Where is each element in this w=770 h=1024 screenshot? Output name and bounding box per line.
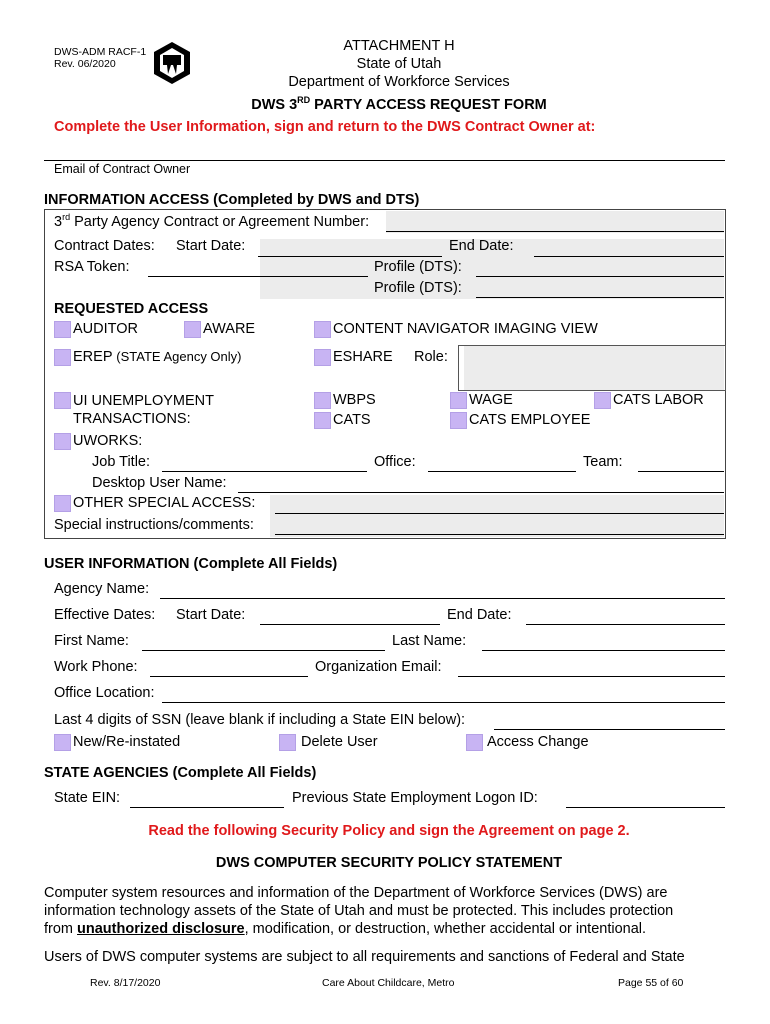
requested-access-heading: REQUESTED ACCESS (54, 301, 209, 317)
org-email-label: Organization Email: (315, 659, 442, 675)
team-label: Team: (583, 454, 623, 470)
delete-user-label: Delete User (301, 734, 378, 750)
work-phone-label: Work Phone: (54, 659, 138, 675)
email-owner-label: Email of Contract Owner (54, 162, 191, 176)
access-change-label: Access Change (487, 734, 589, 750)
cats-employee-label: CATS EMPLOYEE (469, 412, 591, 428)
state-label: State of Utah (356, 56, 442, 72)
security-notice: Read the following Security Policy and sign the Agreement on page 2. (148, 823, 630, 839)
wbps-label: WBPS (333, 392, 376, 408)
work-phone-field[interactable] (150, 660, 308, 677)
attachment-label: ATTACHMENT H (343, 38, 455, 54)
wage-checkbox[interactable] (450, 392, 467, 409)
user-end-date-field[interactable] (526, 608, 725, 625)
cats-labor-checkbox[interactable] (594, 392, 611, 409)
cats-label: CATS (333, 412, 371, 428)
department-label: Department of Workforce Services (288, 74, 510, 90)
contract-start-date-label: Start Date: (176, 238, 246, 254)
cats-labor-label: CATS LABOR (613, 392, 704, 408)
ssn-field[interactable] (494, 713, 725, 730)
contract-dates-label: Contract Dates: (54, 238, 155, 254)
profile-field-2[interactable] (476, 281, 724, 298)
state-ein-label: State EIN: (54, 790, 121, 806)
email-owner-line[interactable] (44, 160, 725, 161)
form-revision: Rev. 06/2020 (54, 58, 116, 70)
form-code: DWS-ADM RACF-1 (54, 46, 147, 58)
wbps-checkbox[interactable] (314, 392, 331, 409)
aware-label: AWARE (203, 321, 256, 337)
form-title: DWS 3RD PARTY ACCESS REQUEST FORM (251, 95, 547, 113)
state-ein-field[interactable] (130, 791, 284, 808)
info-access-heading: INFORMATION ACCESS (Completed by DWS and DTS) (44, 192, 420, 208)
ui-unemployment-checkbox[interactable] (54, 392, 71, 409)
org-email-field[interactable] (458, 660, 725, 677)
erep-label: EREP (STATE Agency Only) (73, 349, 242, 365)
contract-number-field[interactable] (386, 215, 724, 232)
uworks-checkbox[interactable] (54, 433, 71, 450)
rsa-token-field[interactable] (148, 260, 368, 277)
last-name-label: Last Name: (392, 633, 467, 649)
eshare-checkbox[interactable] (314, 349, 331, 366)
new-reinstated-checkbox[interactable] (54, 734, 71, 751)
policy-paragraph-1: Computer system resources and information of the Department of Workforce Services (DWS) are information technology assets of the State of Utah and must be protected. This includes protection from unauthorized disclosure, modification, or destruction, whether accidental or intentional. (44, 885, 674, 937)
cats-employee-checkbox[interactable] (450, 412, 467, 429)
eshare-label: ESHARE (333, 349, 393, 365)
other-special-label: OTHER SPECIAL ACCESS: (73, 495, 256, 511)
user-start-date-label: Start Date: (176, 607, 246, 623)
aware-checkbox[interactable] (184, 321, 201, 338)
policy-paragraph-2: Users of DWS computer systems are subject to all requirements and sanctions of Federal and State (44, 949, 685, 965)
policy-heading: DWS COMPUTER SECURITY POLICY STATEMENT (215, 855, 563, 871)
profile-label-2: Profile (DTS): (374, 280, 462, 296)
special-instructions-field[interactable] (275, 518, 724, 535)
office-label: Office: (374, 454, 416, 470)
wage-label: WAGE (469, 392, 513, 408)
last-name-field[interactable] (482, 634, 725, 651)
first-name-field[interactable] (142, 634, 385, 651)
footer-page: Page 55 of 60 (618, 977, 684, 989)
profile-label-1: Profile (DTS): (374, 259, 462, 275)
agency-name-label: Agency Name: (54, 581, 150, 597)
job-title-label: Job Title: (92, 454, 151, 470)
auditor-checkbox[interactable] (54, 321, 71, 338)
ssn-label: Last 4 digits of SSN (leave blank if including a State EIN below): (54, 712, 466, 728)
content-navigator-label: CONTENT NAVIGATOR IMAGING VIEW (333, 321, 598, 337)
office-location-field[interactable] (162, 686, 725, 703)
instruction-text: Complete the User Information, sign and return to the DWS Contract Owner at: (54, 119, 596, 135)
team-field[interactable] (638, 455, 724, 472)
footer-center: Care About Childcare, Metro (322, 977, 455, 989)
footer-revision: Rev. 8/17/2020 (90, 977, 161, 989)
effective-dates-label: Effective Dates: (54, 607, 156, 623)
profile-field-1[interactable] (476, 260, 724, 277)
access-change-checkbox[interactable] (466, 734, 483, 751)
desktop-user-label: Desktop User Name: (92, 475, 227, 491)
uworks-label: UWORKS: (73, 433, 143, 449)
role-label: Role: (414, 349, 448, 365)
contract-start-date-field[interactable] (258, 240, 442, 257)
other-special-checkbox[interactable] (54, 495, 71, 512)
user-start-date-field[interactable] (260, 608, 440, 625)
prev-logon-field[interactable] (566, 791, 725, 808)
state-agencies-heading: STATE AGENCIES (Complete All Fields) (44, 765, 317, 781)
other-special-field[interactable] (275, 497, 724, 514)
contract-number-label: 3rd Party Agency Contract or Agreement Number: (54, 212, 370, 230)
agency-name-field[interactable] (160, 582, 725, 599)
contract-end-date-label: End Date: (449, 238, 514, 254)
content-navigator-checkbox[interactable] (314, 321, 331, 338)
auditor-label: AUDITOR (73, 321, 138, 337)
special-instructions-label: Special instructions/comments: (54, 517, 254, 533)
first-name-label: First Name: (54, 633, 129, 649)
office-field[interactable] (428, 455, 576, 472)
erep-checkbox[interactable] (54, 349, 71, 366)
contract-end-date-field[interactable] (534, 240, 724, 257)
user-info-heading: USER INFORMATION (Complete All Fields) (44, 556, 338, 572)
user-end-date-label: End Date: (447, 607, 512, 623)
delete-user-checkbox[interactable] (279, 734, 296, 751)
rsa-token-label: RSA Token: (54, 259, 130, 275)
role-field[interactable] (458, 345, 726, 391)
desktop-user-field[interactable] (238, 476, 724, 493)
ui-unemployment-label: UI UNEMPLOYMENT TRANSACTIONS: (73, 393, 214, 427)
prev-logon-label: Previous State Employment Logon ID: (292, 790, 538, 806)
cats-checkbox[interactable] (314, 412, 331, 429)
office-location-label: Office Location: (54, 685, 155, 701)
new-reinstated-label: New/Re-instated (73, 734, 181, 750)
job-title-field[interactable] (162, 455, 367, 472)
